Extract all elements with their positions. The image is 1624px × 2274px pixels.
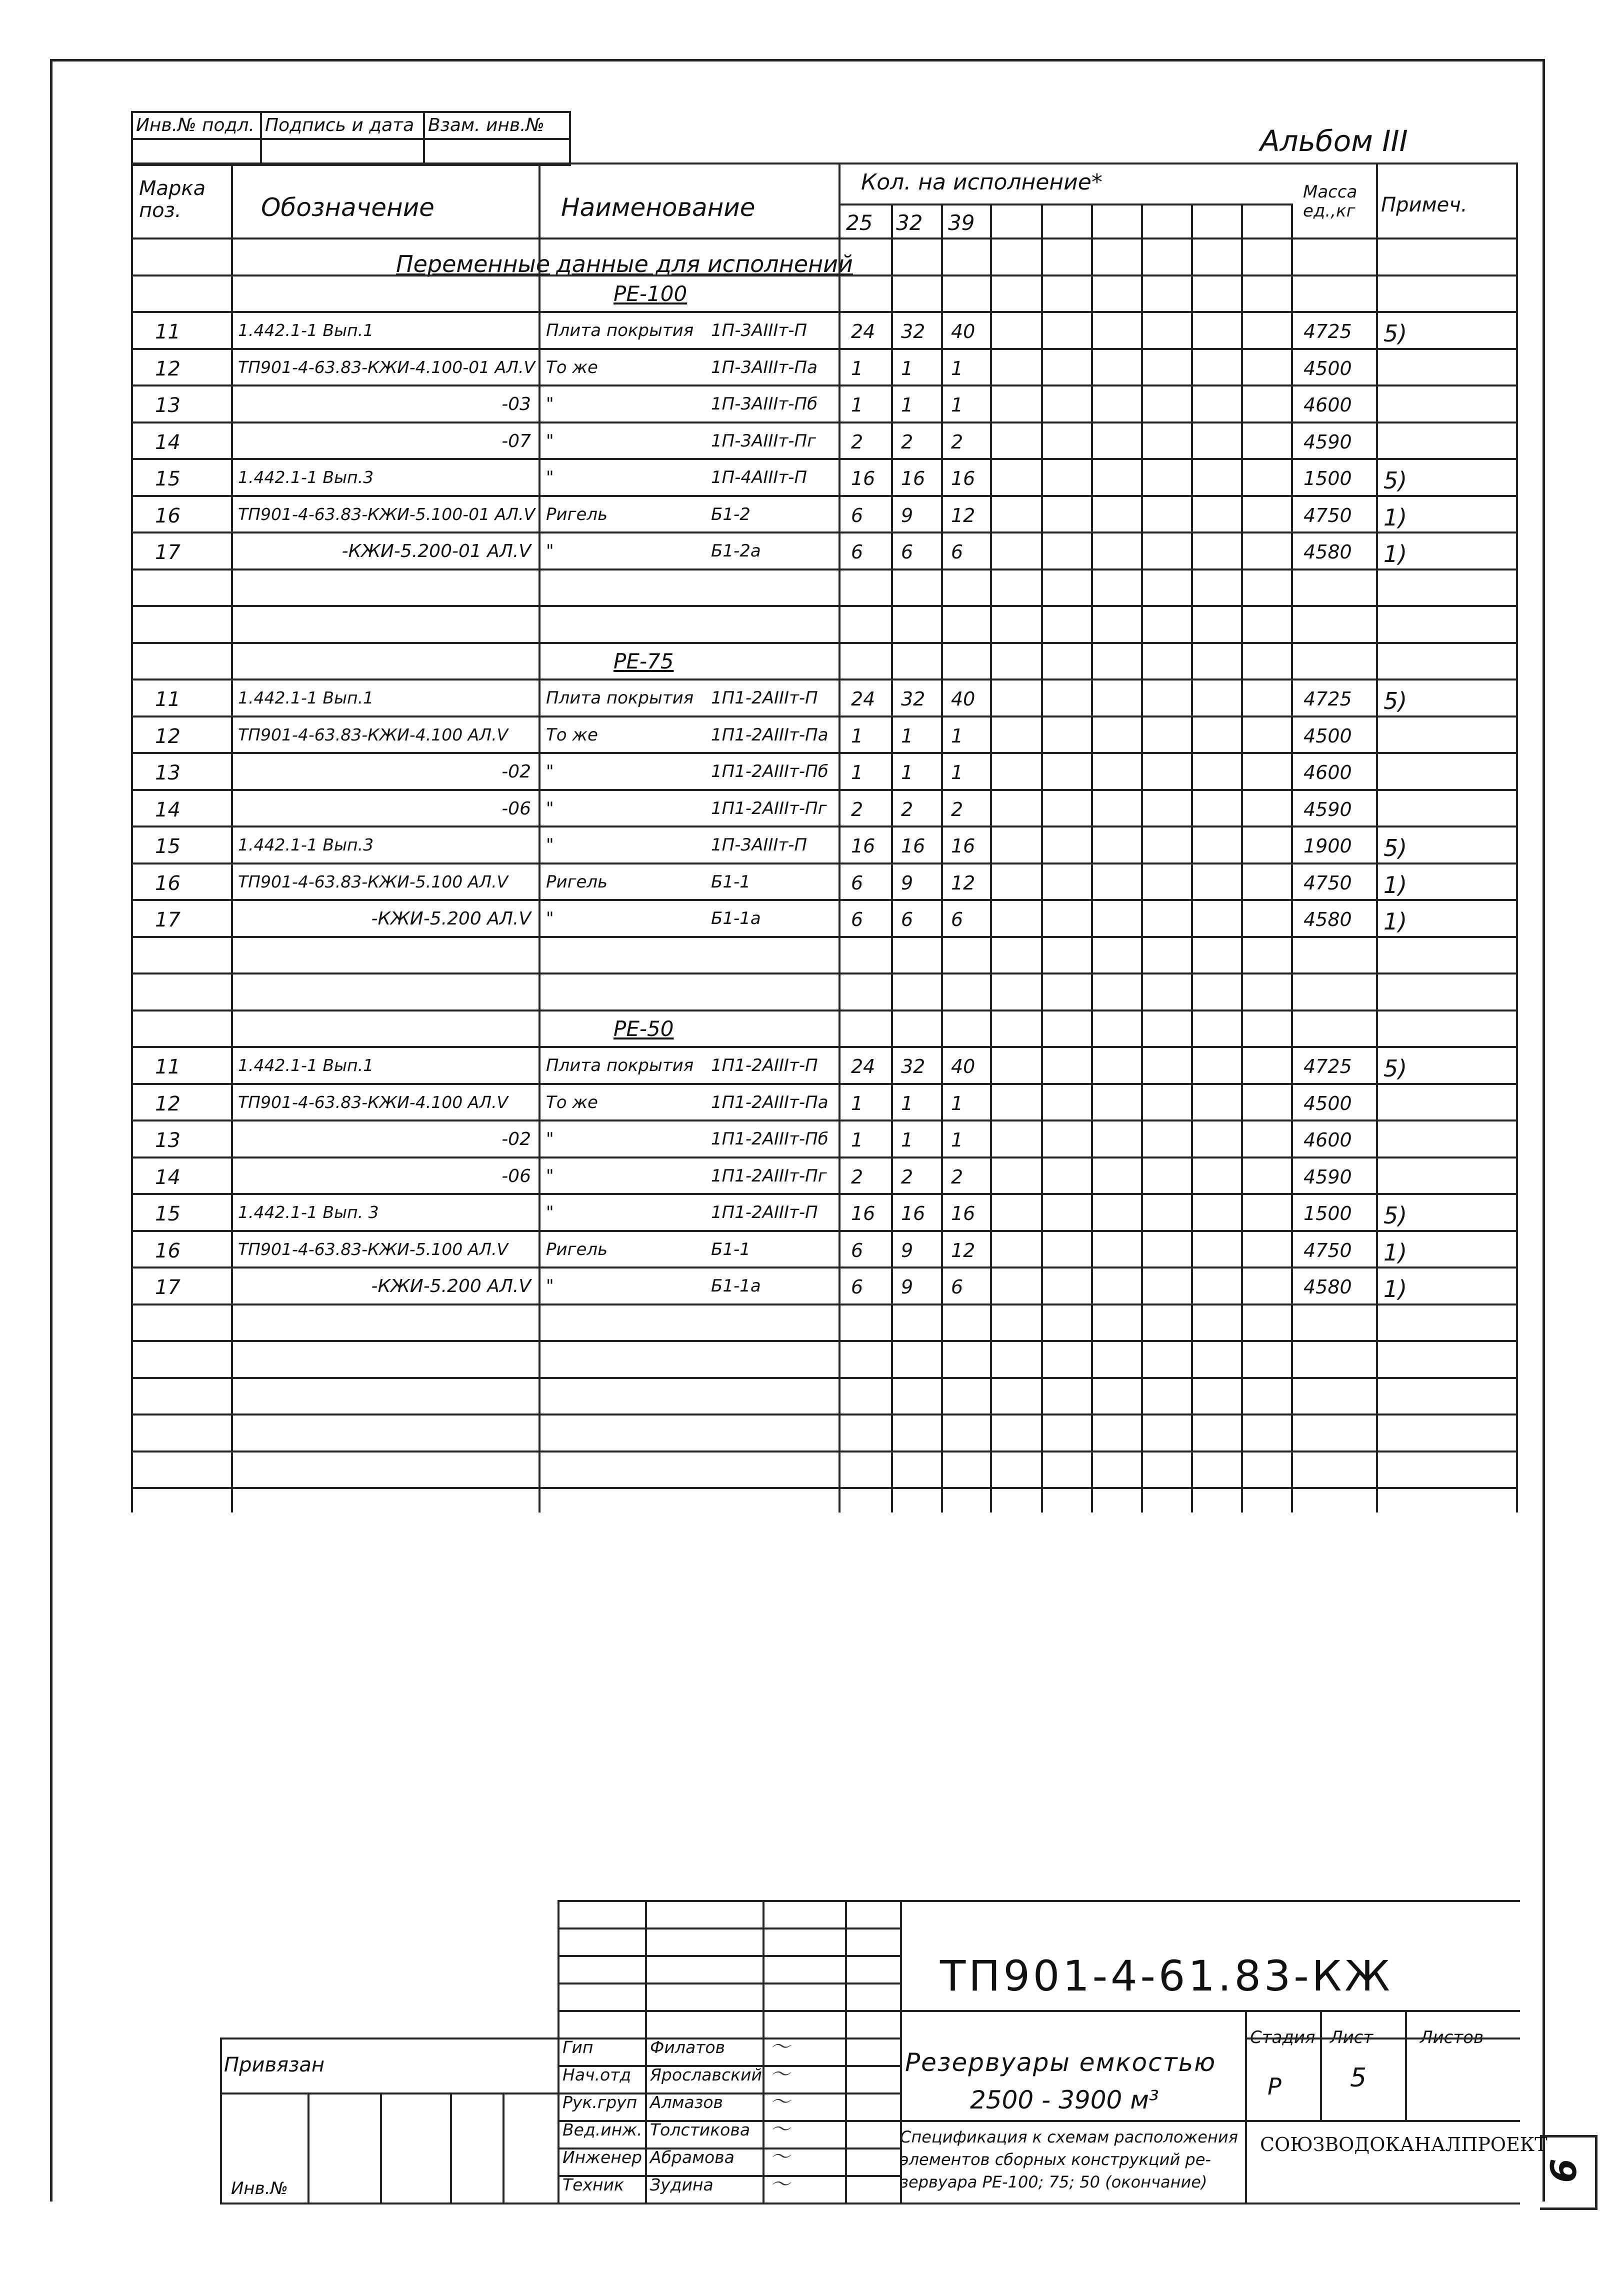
- cell-naim1: ": [546, 762, 554, 782]
- cell-obozn: ТП901-4-63.83-КЖИ-5.100-01 АЛ.V: [238, 504, 536, 524]
- role-title: Рук.груп: [562, 2092, 638, 2112]
- cell-q39: 40: [951, 688, 976, 710]
- cell-poz: 15: [155, 1202, 180, 1226]
- cell-q25: 1: [851, 762, 864, 784]
- cell-q25: 6: [851, 1276, 864, 1298]
- cell-obozn: -КЖИ-5.200 АЛ.V: [371, 908, 531, 929]
- signature-mark: ～: [770, 2118, 790, 2141]
- cell-q39: 16: [951, 1202, 976, 1224]
- cell-q32: 2: [901, 798, 914, 820]
- cell-q39: 1: [951, 357, 964, 380]
- cell-naim1: ": [546, 835, 554, 855]
- cell-naim1: Ригель: [546, 504, 608, 524]
- cell-q32: 16: [901, 468, 926, 490]
- cell-q25: 2: [851, 1166, 864, 1188]
- list-value: 5: [1350, 2063, 1367, 2093]
- cell-q25: 6: [851, 504, 864, 526]
- cell-mass: 4590: [1304, 798, 1352, 820]
- cell-naim2: 1П1-2АIIIт-П: [711, 1056, 818, 1076]
- role-title: Техник: [562, 2175, 624, 2194]
- cell-naim2: 1П1-2АIIIт-Па: [711, 1092, 828, 1112]
- role-name: Алмазов: [650, 2092, 723, 2112]
- cell-q39: 12: [951, 1239, 976, 1262]
- cell-mass: 4600: [1304, 394, 1352, 416]
- cell-obozn: -06: [502, 798, 531, 819]
- cell-naim1: ": [546, 1202, 554, 1222]
- header-naimenovanie: Наименование: [561, 193, 756, 222]
- cell-naim2: Б1-2: [711, 504, 750, 524]
- cell-mass: 4500: [1304, 357, 1352, 380]
- cell-obozn: 1.442.1-1 Вып.1: [238, 320, 374, 340]
- cell-mass: 4580: [1304, 1276, 1352, 1298]
- header-marka: Марка поз.: [139, 177, 206, 222]
- stadiya-value: Р: [1268, 2073, 1282, 2100]
- cell-q32: 6: [901, 541, 914, 563]
- cell-q25: 6: [851, 908, 864, 930]
- cell-prim: 1): [1384, 871, 1408, 898]
- cell-poz: 11: [155, 320, 180, 344]
- cell-q39: 6: [951, 908, 964, 930]
- cell-q32: 1: [901, 357, 914, 380]
- cell-poz: 12: [155, 357, 180, 380]
- cell-obozn: 1.442.1-1 Вып.1: [238, 688, 374, 708]
- listov-label: Листов: [1420, 2028, 1484, 2048]
- cell-poz: 14: [155, 430, 180, 454]
- group-title: PE-100: [614, 281, 688, 306]
- cell-poz: 16: [155, 1239, 180, 1262]
- cell-naim1: ": [546, 1129, 554, 1149]
- cell-mass: 4725: [1304, 320, 1352, 342]
- signature-mark: ～: [770, 2036, 790, 2058]
- cell-naim2: 1П1-2АIIIт-Пг: [711, 798, 827, 818]
- cell-q32: 16: [901, 835, 926, 857]
- cell-mass: 4590: [1304, 1166, 1352, 1188]
- signature-mark: ～: [770, 2146, 790, 2168]
- header-oboznachenie: Обозначение: [261, 193, 434, 222]
- cell-q39: 40: [951, 320, 976, 342]
- inv-podl-label: Инв.№ подл.: [131, 111, 262, 140]
- cell-naim1: Ригель: [546, 872, 608, 892]
- cell-naim2: Б1-1а: [711, 1276, 761, 1296]
- cell-naim2: Б1-1: [711, 1239, 750, 1260]
- cell-mass: 4580: [1304, 541, 1352, 563]
- role-name: Ярославский: [650, 2065, 762, 2084]
- cell-poz: 11: [155, 688, 180, 711]
- cell-obozn: ТП901-4-63.83-КЖИ-4.100-01 АЛ.V: [238, 357, 536, 377]
- vzam-inv-label: Взам. инв.№: [423, 111, 571, 140]
- cell-q32: 1: [901, 1092, 914, 1114]
- header-25: 25: [846, 210, 873, 235]
- cell-obozn: -02: [502, 1129, 531, 1150]
- cell-q39: 2: [951, 1166, 964, 1188]
- cell-naim1: Плита покрытия: [546, 320, 694, 340]
- object-line2: 2500 - 3900 м³: [970, 2086, 1159, 2114]
- cell-q39: 12: [951, 872, 976, 894]
- cell-poz: 17: [155, 908, 180, 932]
- signature-mark: ～: [770, 2173, 790, 2196]
- cell-poz: 17: [155, 1276, 180, 1299]
- cell-naim2: 1П-3АIIIт-П: [711, 320, 808, 340]
- cell-naim2: Б1-2а: [711, 541, 761, 561]
- cell-q32: 9: [901, 872, 914, 894]
- sheet-title-line2: элементов сборных конструкций ре-: [900, 2150, 1211, 2169]
- list-label: Лист: [1330, 2028, 1374, 2048]
- cell-poz: 17: [155, 541, 180, 564]
- sheet-title-line1: Спецификация к схемам расположения: [900, 2128, 1238, 2146]
- role-name: Абрамова: [650, 2148, 734, 2167]
- header-primech: Примеч.: [1381, 194, 1468, 216]
- cell-naim2: 1П-4АIIIт-П: [711, 468, 808, 488]
- cell-poz: 12: [155, 724, 180, 748]
- specification-table: [131, 162, 1516, 1512]
- cell-obozn: -06: [502, 1166, 531, 1186]
- cell-mass: 4725: [1304, 688, 1352, 710]
- cell-q25: 6: [851, 872, 864, 894]
- cell-poz: 16: [155, 504, 180, 528]
- sheet-number: 9: [1542, 2158, 1583, 2183]
- role-name: Филатов: [650, 2038, 726, 2057]
- cell-poz: 13: [155, 762, 180, 784]
- header-kol: Кол. на исполнение*: [861, 170, 1102, 195]
- cell-q32: 9: [901, 1276, 914, 1298]
- cell-poz: 13: [155, 1129, 180, 1152]
- cell-q39: 1: [951, 724, 964, 747]
- cell-prim: 5): [1384, 1202, 1408, 1229]
- cell-q39: 6: [951, 541, 964, 563]
- cell-naim1: Плита покрытия: [546, 1056, 694, 1076]
- cell-mass: 4600: [1304, 762, 1352, 784]
- stadiya-label: Стадия: [1250, 2028, 1316, 2048]
- cell-mass: 4750: [1304, 504, 1352, 526]
- cell-obozn: -02: [502, 762, 531, 782]
- cell-q25: 1: [851, 357, 864, 380]
- cell-q32: 2: [901, 1166, 914, 1188]
- cell-prim: 1): [1384, 1238, 1408, 1266]
- cell-obozn: -КЖИ-5.200 АЛ.V: [371, 1276, 531, 1296]
- cell-q32: 9: [901, 504, 914, 526]
- cell-poz: 16: [155, 872, 180, 895]
- cell-prim: 1): [1384, 1276, 1408, 1302]
- cell-naim2: 1П1-2АIIIт-Па: [711, 724, 828, 745]
- cell-naim1: То же: [546, 724, 598, 745]
- cell-obozn: ТП901-4-63.83-КЖИ-5.100 АЛ.V: [238, 872, 508, 892]
- cell-obozn: 1.442.1-1 Вып.3: [238, 468, 374, 487]
- cell-q32: 2: [901, 430, 914, 453]
- cell-mass: 4500: [1304, 724, 1352, 747]
- cell-poz: 15: [155, 468, 180, 490]
- cell-q25: 1: [851, 394, 864, 416]
- cell-prim: 1): [1384, 504, 1408, 531]
- cell-poz: 12: [155, 1092, 180, 1116]
- cell-naim1: ": [546, 1276, 554, 1296]
- cell-mass: 1500: [1304, 468, 1352, 490]
- role-title: Нач.отд: [562, 2065, 632, 2084]
- cell-q25: 2: [851, 430, 864, 453]
- cell-naim1: ": [546, 430, 554, 451]
- signature-date-value: [260, 138, 425, 166]
- cell-mass: 4580: [1304, 908, 1352, 930]
- signature-date-label: Подпись и дата: [260, 111, 425, 140]
- cell-naim2: 1П-3АIIIт-Пг: [711, 430, 816, 451]
- cell-naim2: 1П-3АIIIт-П: [711, 835, 808, 855]
- cell-q39: 6: [951, 1276, 964, 1298]
- cell-naim2: 1П1-2АIIIт-П: [711, 688, 818, 708]
- cell-q25: 16: [851, 835, 876, 857]
- role-title: Гип: [562, 2038, 594, 2057]
- cell-mass: 4500: [1304, 1092, 1352, 1114]
- inv-no-label: Инв.№: [231, 2178, 288, 2198]
- cell-obozn: 1.442.1-1 Вып.3: [238, 835, 374, 854]
- cell-q39: 2: [951, 430, 964, 453]
- cell-naim2: 1П1-2АIIIт-П: [711, 1202, 818, 1222]
- cell-prim: 5): [1384, 320, 1408, 347]
- cell-obozn: -07: [502, 430, 531, 452]
- role-title: Вед.инж.: [562, 2120, 642, 2140]
- cell-q25: 16: [851, 1202, 876, 1224]
- privyazan-label: Привязан: [224, 2054, 325, 2076]
- cell-naim2: 1П1-2АIIIт-Пб: [711, 1129, 828, 1149]
- cell-prim: 5): [1384, 834, 1408, 862]
- cell-q32: 1: [901, 762, 914, 784]
- cell-prim: 5): [1384, 1055, 1408, 1082]
- cell-obozn: ТП901-4-63.83-КЖИ-5.100 АЛ.V: [238, 1239, 508, 1259]
- cell-q39: 2: [951, 798, 964, 820]
- cell-obozn: ТП901-4-63.83-КЖИ-4.100 АЛ.V: [238, 1092, 508, 1112]
- header-32: 32: [896, 210, 923, 235]
- cell-mass: 4600: [1304, 1129, 1352, 1151]
- cell-q25: 6: [851, 541, 864, 563]
- cell-mass: 4590: [1304, 430, 1352, 453]
- cell-naim1: Плита покрытия: [546, 688, 694, 708]
- group-title: PE-50: [614, 1016, 674, 1041]
- cell-naim1: ": [546, 1166, 554, 1186]
- cell-q32: 16: [901, 1202, 926, 1224]
- cell-naim1: ": [546, 468, 554, 488]
- role-name: Толстикова: [650, 2120, 750, 2140]
- cell-obozn: 1.442.1-1 Вып.1: [238, 1056, 374, 1075]
- cell-mass: 4750: [1304, 1239, 1352, 1262]
- cell-poz: 14: [155, 798, 180, 822]
- cell-naim1: ": [546, 394, 554, 414]
- vzam-inv-value: [423, 138, 571, 166]
- role-name: Зудина: [650, 2175, 714, 2194]
- cell-prim: 1): [1384, 908, 1408, 935]
- cell-prim: 5): [1384, 688, 1408, 714]
- cell-naim2: Б1-1: [711, 872, 750, 892]
- cell-q39: 16: [951, 835, 976, 857]
- cell-poz: 13: [155, 394, 180, 417]
- cell-prim: 5): [1384, 467, 1408, 494]
- cell-q32: 1: [901, 724, 914, 747]
- cell-q32: 1: [901, 1129, 914, 1151]
- cell-q25: 2: [851, 798, 864, 820]
- inv-podl-value: [131, 138, 262, 166]
- cell-q25: 16: [851, 468, 876, 490]
- cell-naim2: Б1-1а: [711, 908, 761, 928]
- album-label: Альбом III: [1260, 124, 1408, 158]
- cell-q32: 1: [901, 394, 914, 416]
- cell-q25: 24: [851, 688, 876, 710]
- cell-q25: 24: [851, 1056, 876, 1078]
- group-title: PE-75: [614, 648, 674, 674]
- signature-mark: ～: [770, 2090, 790, 2114]
- cell-prim: 1): [1384, 540, 1408, 568]
- cell-q25: 24: [851, 320, 876, 342]
- cell-obozn: 1.442.1-1 Вып. 3: [238, 1202, 379, 1222]
- cell-q39: 1: [951, 394, 964, 416]
- object-line1: Резервуары емкостью: [905, 2048, 1216, 2077]
- role-title: Инженер: [562, 2148, 642, 2167]
- cell-naim2: 1П-3АIIIт-Пб: [711, 394, 818, 414]
- cell-q32: 32: [901, 1056, 926, 1078]
- cell-q25: 1: [851, 1129, 864, 1151]
- cell-poz: 15: [155, 835, 180, 858]
- cell-obozn: -КЖИ-5.200-01 АЛ.V: [342, 541, 531, 562]
- cell-naim2: 1П-3АIIIт-Па: [711, 357, 818, 378]
- cell-mass: 4725: [1304, 1056, 1352, 1078]
- cell-poz: 14: [155, 1166, 180, 1189]
- header-massa: Масса ед.,кг: [1303, 182, 1358, 221]
- cell-naim1: То же: [546, 357, 598, 378]
- cell-naim1: Ригель: [546, 1239, 608, 1260]
- cell-q39: 16: [951, 468, 976, 490]
- organization: СОЮЗВОДОКАНАЛПРОЕКТ: [1260, 2134, 1548, 2156]
- top-stamp: [131, 111, 571, 165]
- cell-q39: 1: [951, 762, 964, 784]
- sheet-title-line3: зервуара PE-100; 75; 50 (окончание): [900, 2172, 1208, 2192]
- cell-naim2: 1П1-2АIIIт-Пб: [711, 762, 828, 782]
- cell-obozn: -03: [502, 394, 531, 414]
- cell-naim1: ": [546, 908, 554, 928]
- cell-naim1: ": [546, 541, 554, 561]
- cell-naim1: ": [546, 798, 554, 818]
- cell-q32: 32: [901, 320, 926, 342]
- cell-q39: 40: [951, 1056, 976, 1078]
- cell-q39: 12: [951, 504, 976, 526]
- header-39: 39: [948, 210, 975, 235]
- cell-q25: 1: [851, 1092, 864, 1114]
- doc-code: ТП901-4-61.83-КЖ: [940, 1952, 1393, 2000]
- cell-poz: 11: [155, 1056, 180, 1078]
- cell-mass: 1900: [1304, 835, 1352, 857]
- section-title-b: данные для исполнений: [556, 250, 853, 278]
- cell-q32: 6: [901, 908, 914, 930]
- cell-mass: 1500: [1304, 1202, 1352, 1224]
- cell-q32: 32: [901, 688, 926, 710]
- cell-naim1: То же: [546, 1092, 598, 1112]
- cell-q25: 1: [851, 724, 864, 747]
- cell-q25: 6: [851, 1239, 864, 1262]
- cell-mass: 4750: [1304, 872, 1352, 894]
- cell-q32: 9: [901, 1239, 914, 1262]
- cell-naim2: 1П1-2АIIIт-Пг: [711, 1166, 827, 1186]
- cell-obozn: ТП901-4-63.83-КЖИ-4.100 АЛ.V: [238, 724, 508, 744]
- section-title-a: Переменные: [396, 250, 550, 278]
- cell-q39: 1: [951, 1092, 964, 1114]
- cell-q39: 1: [951, 1129, 964, 1151]
- signature-mark: ～: [770, 2063, 790, 2086]
